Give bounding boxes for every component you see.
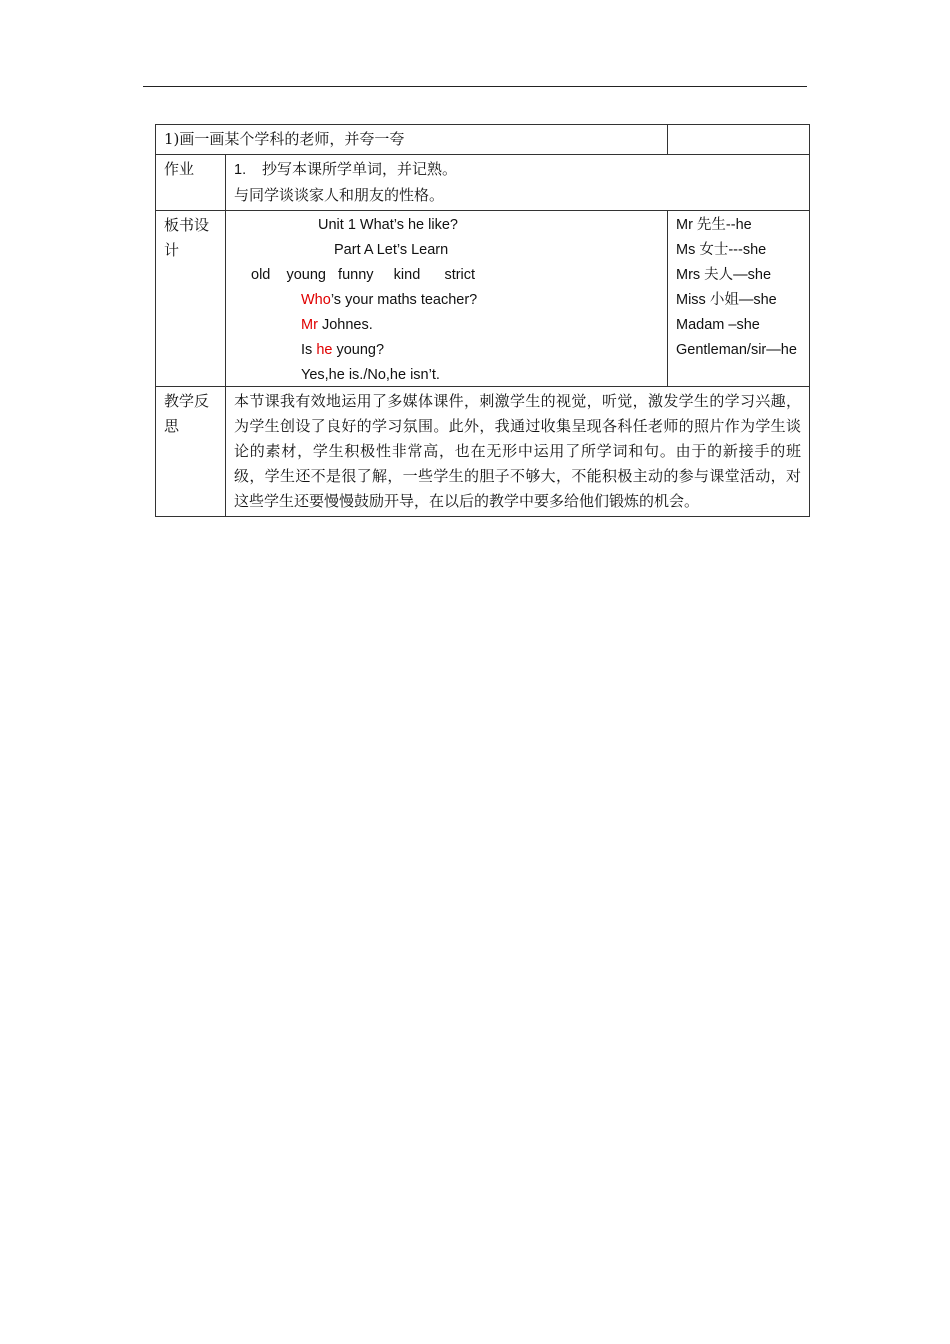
activity-row xyxy=(156,125,810,155)
board-question-2-highlight: he xyxy=(316,342,333,358)
header-rule xyxy=(143,86,807,87)
board-subtitle: Part A Let’s Learn xyxy=(334,242,449,258)
title-item: Gentleman/sir—he xyxy=(676,342,797,358)
board-question-1 xyxy=(301,288,477,313)
homework-content xyxy=(226,155,810,211)
activity-cell xyxy=(156,125,668,155)
homework-item-2: 与同学谈谈家人和朋友的性格。 xyxy=(234,186,445,204)
reflection-label: 教学反思 xyxy=(156,387,226,517)
title-item: Miss 小姐—she xyxy=(676,292,777,308)
title-item: Ms 女士---she xyxy=(676,242,767,258)
board-question-2 xyxy=(301,338,384,363)
homework-item-1 xyxy=(234,157,801,183)
lesson-plan-table xyxy=(155,124,810,517)
board-question-1-highlight: Who xyxy=(301,292,331,308)
board-question-1-rest: ’s your maths teacher? xyxy=(330,292,478,308)
reflection-text: 本节课我有效地运用了多媒体课件，刺激学生的视觉，听觉，激发学生的学习兴趣，为学生创设了良好的学习氛围。此外，我通过收集呈现各科任老师的照片作为学生谈论的素材，学生积极性非常高，也在无形中运用了所学词和句。由于的新接手的班级，学生还不是很了解，一些学生的胆子不够大，不能积极主动的参与课堂活动，对这些学生还要慢慢鼓励开导，在以后的教学中要多给他们锻炼的机会。 xyxy=(226,387,810,517)
reflection-row xyxy=(156,387,810,517)
homework-label: 作业 xyxy=(156,155,226,211)
title-item: Mr 先生--he xyxy=(676,217,752,233)
board-answer-1 xyxy=(301,313,373,338)
title-item: Mrs 夫人—she xyxy=(676,267,772,283)
board-vocab-words: old young funny kind strict xyxy=(251,267,476,283)
board-design-content xyxy=(226,211,668,387)
empty-cell xyxy=(668,125,810,155)
board-titles-list xyxy=(668,211,810,387)
homework-item-1-text: 抄写本课所学单词，并记熟。 xyxy=(262,160,458,178)
board-answer-1-rest: Johnes. xyxy=(317,317,373,333)
board-answer-2: Yes,he is./No,he isn’t. xyxy=(301,367,440,383)
activity-text: 1)画一画某个学科的老师，并夸一夸 xyxy=(164,130,405,148)
board-question-2-rest: young? xyxy=(332,342,385,358)
title-item: Madam –she xyxy=(676,317,760,333)
homework-item-1-number: 1. xyxy=(234,162,247,178)
board-answer-1-highlight: Mr xyxy=(301,317,318,333)
board-title: Unit 1 What’s he like? xyxy=(318,217,458,233)
homework-row xyxy=(156,155,810,211)
board-design-row xyxy=(156,211,810,387)
board-design-label: 板书设计 xyxy=(156,211,226,387)
board-question-2-pre: Is xyxy=(301,342,317,358)
